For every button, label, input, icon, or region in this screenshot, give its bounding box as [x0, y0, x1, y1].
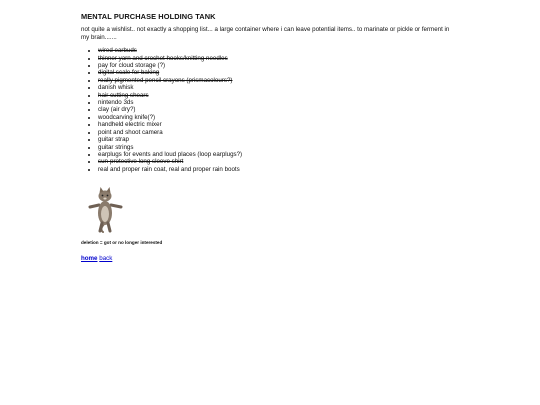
- list-item: • pay for cloud storage (?): [98, 62, 461, 69]
- list-item: • woodcarving knife(?): [98, 114, 461, 121]
- list-item: • hair cutting shears: [98, 92, 461, 99]
- deletion-note: deletion = got or no longer interested: [81, 240, 163, 246]
- list-item: • clay (air dry?): [98, 106, 461, 113]
- list-item: • guitar strap: [98, 136, 461, 143]
- list-item: • danish whisk: [98, 84, 461, 91]
- list-item: • point and shoot camera: [98, 129, 461, 136]
- list-item: • sun-protective long sleeve shirt: [98, 158, 461, 165]
- list-item: • thinner yarn and crochet hooks/knitting needles: [98, 55, 461, 62]
- nav-links: [81, 255, 461, 262]
- list-item: • really pigmented pencil crayons (prismacolours?): [98, 77, 461, 84]
- page-content: [81, 10, 461, 262]
- list-item: • real and proper rain coat, real and proper rain boots: [98, 166, 461, 173]
- list-item: • nintendo 3ds: [98, 99, 461, 106]
- list-item: • wired earbuds: [98, 47, 461, 54]
- list-item: • digital scale for baking: [98, 69, 461, 76]
- list-item: • earplugs for events and loud places (loop earplugs?): [98, 151, 461, 158]
- dancing-cat-image: [85, 185, 125, 233]
- list-item: • guitar strings: [98, 144, 461, 151]
- back-link[interactable]: back: [99, 254, 113, 262]
- page-title: MENTAL PURCHASE HOLDING TANK: [81, 12, 216, 21]
- intro-text: not quite a wishlist.. not exactly a shopping list... a large container where i can leave potential items.. to marinate or pickle or ferment in my brain.......: [81, 26, 450, 41]
- list-item: • handheld electric mixer: [98, 121, 461, 128]
- home-link[interactable]: home: [81, 254, 98, 262]
- item-list: [81, 47, 461, 173]
